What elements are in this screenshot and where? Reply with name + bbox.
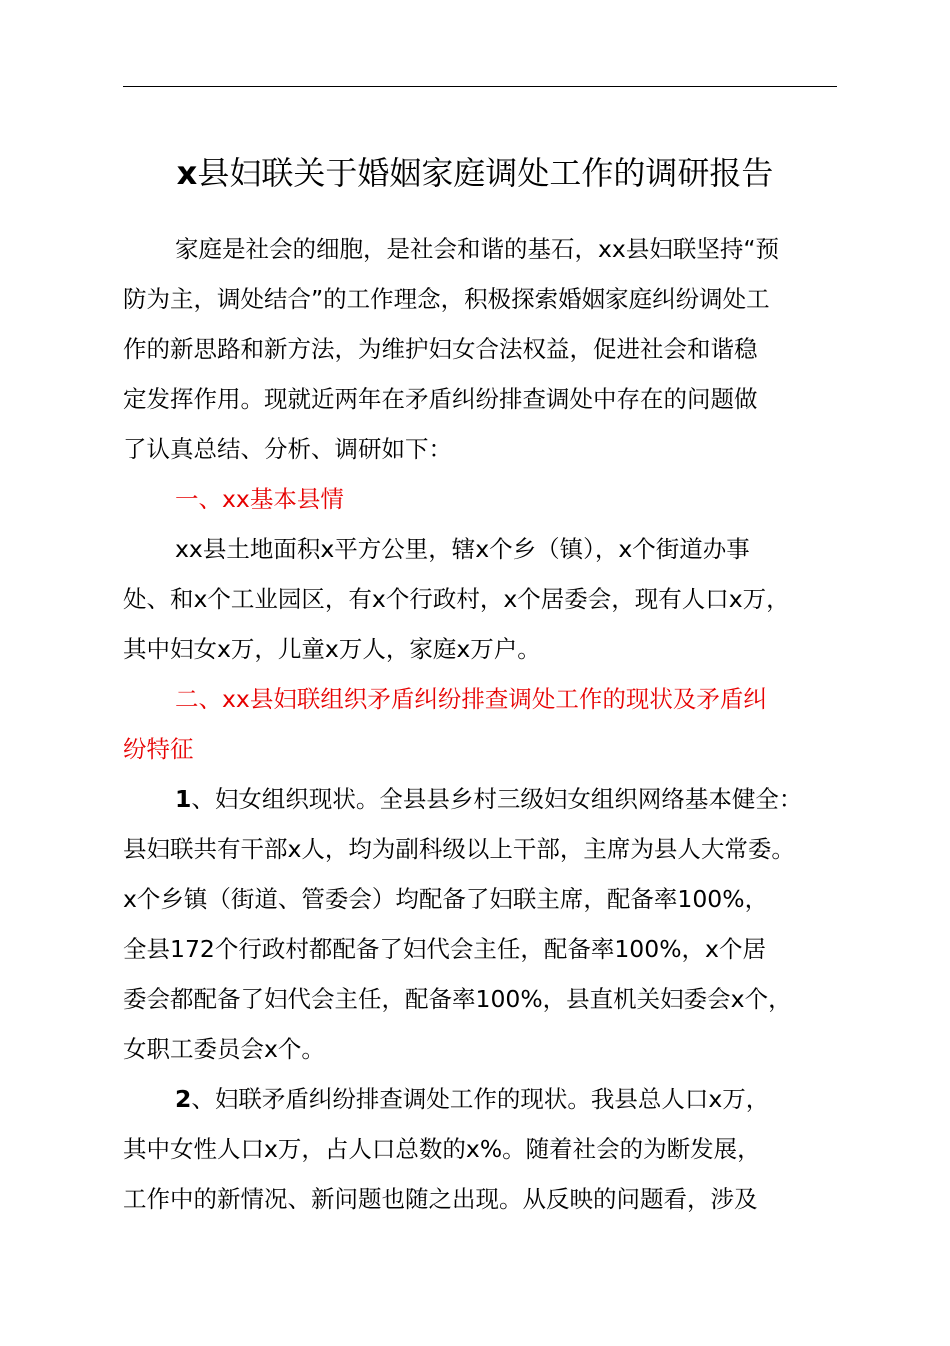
title-prefix: x — [176, 154, 198, 192]
document-title — [0, 145, 950, 201]
item-number: 2 — [175, 1085, 192, 1113]
header-rule — [123, 86, 837, 87]
text-line: 家庭是社会的细胞，是社会和谐的基石，xx县妇联坚持“预 — [175, 235, 779, 263]
text-line: 县妇联共有干部x人，均为副科级以上干部，主席为县人大常委。 — [123, 835, 795, 863]
text-line: 防为主，调处结合”的工作理念，积极探索婚姻家庭纠纷调处工 — [123, 285, 770, 313]
document-body — [123, 224, 863, 1224]
text-line: 女职工委员会x个。 — [123, 1035, 325, 1063]
heading-line: 二、xx县妇联组织矛盾纠纷排查调处工作的现状及矛盾纠 — [175, 685, 767, 713]
text-line: x个乡镇（街道、管委会）均配备了妇联主席，配备率100%， — [123, 885, 769, 913]
numbered-paragraph-1 — [123, 774, 863, 1074]
text-line: 处、和x个工业园区，有x个行政村，x个居委会，现有人口x万， — [123, 585, 790, 613]
section-heading-2 — [123, 674, 863, 774]
text-line: 作的新思路和新方法，为维护妇女合法权益，促进社会和谐稳 — [123, 335, 758, 363]
text-line — [123, 1074, 863, 1124]
item-number: 1 — [175, 785, 192, 813]
text-line: xx县土地面积x平方公里，辖x个乡（镇），x个街道办事 — [175, 535, 750, 563]
intro-paragraph — [123, 224, 863, 474]
text-line: 了认真总结、分析、调研如下： — [123, 435, 452, 463]
text-line: 委会都配备了妇代会主任，配备率100%，县直机关妇委会x个， — [123, 985, 792, 1013]
text-line: 定发挥作用。现就近两年在矛盾纠纷排查调处中存在的问题做 — [123, 385, 758, 413]
item-text: 、妇联矛盾纠纷排查调处工作的现状。我县总人口x万， — [191, 1085, 770, 1113]
text-line: 工作中的新情况、新问题也随之出现。从反映的问题看，涉及 — [123, 1185, 758, 1213]
text-line — [123, 774, 863, 824]
text-line: 其中女性人口x万，占人口总数的x%。随着社会的为断发展， — [123, 1135, 761, 1163]
title-text: 县妇联关于婚姻家庭调处工作的调研报告 — [197, 154, 774, 192]
text-line: 全县172个行政村都配备了妇代会主任，配备率100%，x个居 — [123, 935, 766, 963]
heading-line: 一、xx基本县情 — [175, 485, 344, 513]
heading-line: 纷特征 — [123, 735, 194, 763]
county-info-paragraph — [123, 524, 863, 674]
section-heading-1 — [123, 474, 863, 524]
numbered-paragraph-2 — [123, 1074, 863, 1224]
text-line: 其中妇女x万，儿童x万人，家庭x万户。 — [123, 635, 541, 663]
item-text: 、妇女组织现状。全县县乡村三级妇女组织网络基本健全： — [191, 785, 803, 813]
